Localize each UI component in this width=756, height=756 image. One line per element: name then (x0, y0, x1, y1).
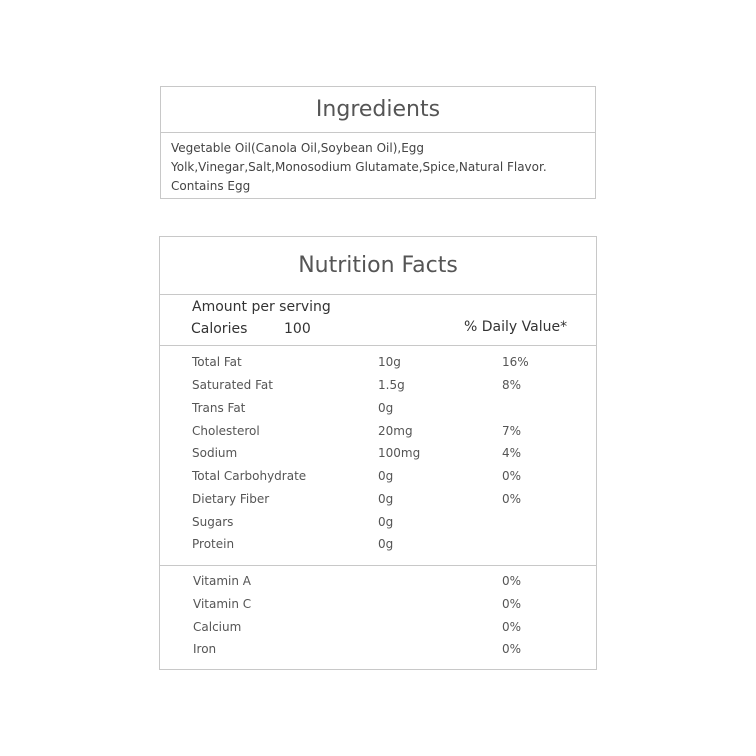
nutrient-name: Total Carbohydrate (192, 469, 307, 483)
vitamin-row (160, 574, 596, 596)
vitamin-daily-value: 0% (502, 620, 522, 634)
nutrient-amount: 0g (378, 515, 394, 529)
amount-per-serving-label: Amount per serving (192, 299, 331, 315)
nutrient-daily-value: 8% (502, 378, 522, 392)
vitamin-row (160, 642, 596, 664)
nutrient-name: Sugars (192, 515, 234, 529)
nutrient-name: Cholesterol (192, 424, 260, 438)
nutrient-name: Trans Fat (192, 401, 246, 415)
nutrient-amount: 10g (378, 355, 401, 369)
vitamin-daily-value: 0% (502, 574, 522, 588)
nutrient-amount: 0g (378, 537, 394, 551)
nutrient-daily-value: 0% (502, 492, 522, 506)
vitamins-table (160, 566, 596, 670)
nutrient-daily-value: 4% (502, 446, 522, 460)
nutrient-daily-value: 7% (502, 424, 522, 438)
ingredients-text: Vegetable Oil(Canola Oil,Soybean Oil),Egg Yolk,Vinegar,Salt,Monosodium Glutamate,Spice,Natural Flavor. (171, 141, 547, 174)
calories-value: 100 (284, 321, 311, 337)
nutrient-amount: 0g (378, 469, 394, 483)
nutrient-row (160, 492, 596, 514)
vitamin-name: Vitamin A (193, 574, 251, 588)
nutrient-row (160, 446, 596, 468)
nutrient-name: Saturated Fat (192, 378, 273, 392)
ingredients-body (161, 133, 595, 196)
vitamin-name: Calcium (193, 620, 242, 634)
nutrient-row (160, 469, 596, 491)
nutrient-daily-value: 16% (502, 355, 529, 369)
allergen-statement: Contains Egg (171, 179, 251, 193)
nutrient-amount: 0g (378, 492, 394, 506)
nutrient-amount: 100mg (378, 446, 421, 460)
nutrient-row (160, 537, 596, 559)
vitamin-daily-value: 0% (502, 597, 522, 611)
nutrition-title: Nutrition Facts (160, 237, 596, 295)
ingredients-title: Ingredients (161, 87, 595, 133)
nutrient-daily-value: 0% (502, 469, 522, 483)
nutrient-table (160, 346, 596, 566)
nutrient-row (160, 424, 596, 446)
nutrient-name: Total Fat (192, 355, 242, 369)
ingredients-panel (160, 86, 596, 199)
nutrient-name: Protein (192, 537, 235, 551)
vitamin-row (160, 620, 596, 642)
nutrient-row (160, 401, 596, 423)
calories-label: Calories (191, 321, 248, 337)
nutrient-row (160, 355, 596, 377)
nutrient-amount: 0g (378, 401, 394, 415)
nutrient-row (160, 515, 596, 537)
nutrition-facts-panel (159, 236, 597, 670)
nutrient-amount: 20mg (378, 424, 413, 438)
vitamin-name: Vitamin C (193, 597, 252, 611)
nutrient-name: Dietary Fiber (192, 492, 270, 506)
vitamin-daily-value: 0% (502, 642, 522, 656)
nutrient-row (160, 378, 596, 400)
nutrient-name: Sodium (192, 446, 238, 460)
daily-value-header: % Daily Value* (464, 319, 568, 335)
nutrient-amount: 1.5g (378, 378, 405, 392)
serving-section (160, 295, 596, 346)
vitamin-name: Iron (193, 642, 217, 656)
vitamin-row (160, 597, 596, 619)
